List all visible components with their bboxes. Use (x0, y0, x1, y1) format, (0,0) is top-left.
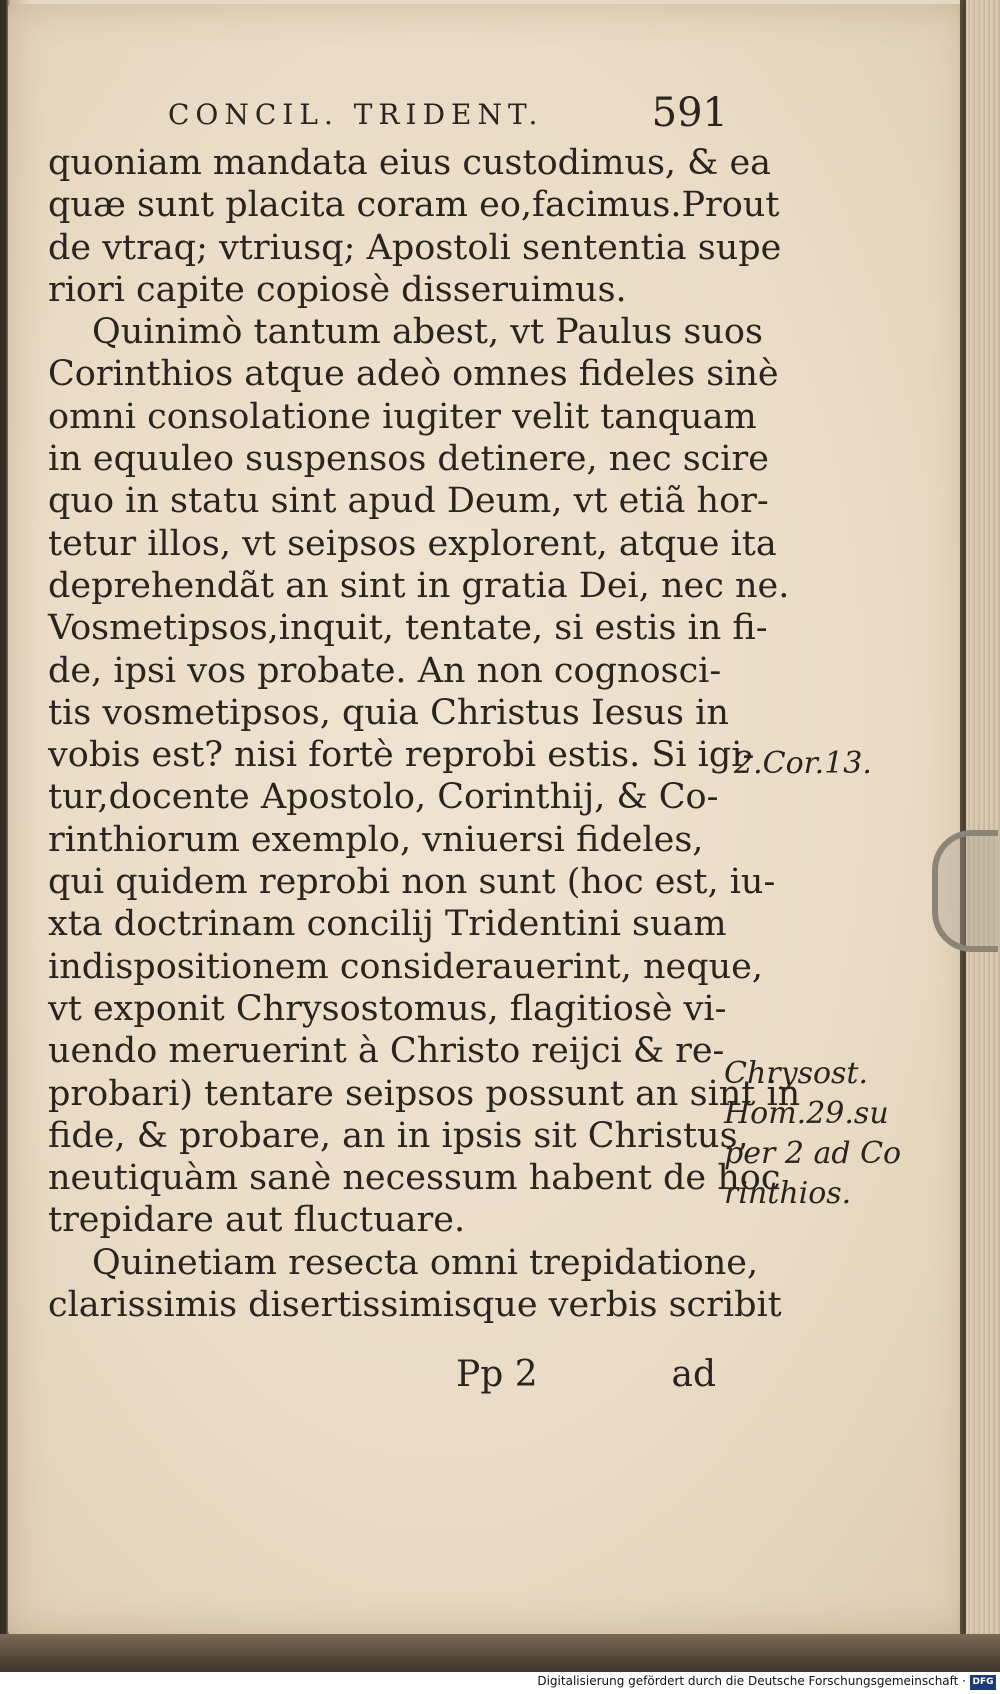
text-line: tis vosmetipsos, quia Christus Iesus in (48, 692, 729, 733)
signature-mark: Pp 2 (456, 1354, 538, 1395)
text-line: neutiquàm sanè necessum habent de hoc (48, 1158, 781, 1199)
text-line: vobis est? nisi fortè reprobi estis. Si igi- (48, 735, 755, 776)
body-text (48, 142, 801, 1326)
book-bottom-edge (0, 1634, 1000, 1672)
text-line: uendo meruerint à Christo reijci & re- (48, 1031, 725, 1072)
dfg-logo-icon: DFG (970, 1675, 996, 1690)
text-line: tetur illos, vt seipsos explorent, atque ita (48, 523, 777, 564)
text-line: de vtraq; vtriusq; Apostoli sententia supe (48, 227, 782, 268)
text-line: probari) tentare seipsos possunt an sint in (48, 1073, 801, 1114)
text-line: deprehendãt an sint in gratia Dei, nec ne. (48, 565, 790, 606)
page-header (168, 90, 728, 140)
text-line: indispositionem considerauerint, neque, (48, 946, 763, 987)
text-line: Quinetiam resecta omni trepidatione, (92, 1242, 759, 1283)
clasp-icon (932, 830, 998, 952)
text-line: rinthiorum exemplo, vniuersi fideles, (48, 819, 704, 860)
text-line: clarissimis disertissimisque verbis scribit (48, 1285, 782, 1326)
margin-note-line: Hom.29.su (724, 1096, 889, 1131)
book-page (8, 4, 970, 1634)
running-title: CONCIL. TRIDENT. (168, 98, 544, 131)
margin-note-corinthians (734, 744, 872, 784)
text-line: Vosmetipsos,inquit, tentate, si estis in fi- (48, 608, 768, 649)
text-line: Corinthios atque adeò omnes fideles sinè (48, 354, 779, 395)
text-line: qui quidem reprobi non sunt (hoc est, iu- (48, 862, 776, 903)
text-line: tur,docente Apostolo, Corinthij, & Co- (48, 777, 719, 818)
text-line: quæ sunt placita coram eo,facimus.Prout (48, 185, 780, 226)
margin-note-line: per 2 ad Co (724, 1136, 902, 1171)
margin-note-chrysostom (724, 1054, 901, 1214)
text-line: Quinimò tantum abest, vt Paulus suos (92, 312, 763, 353)
footer-bar (0, 1672, 1000, 1694)
catchline (456, 1354, 716, 1400)
catchword: ad (671, 1354, 716, 1395)
text-line: xta doctrinam concilij Tridentini suam (48, 904, 727, 945)
text-line: vt exponit Chrysostomus, flagitiosè vi- (48, 988, 727, 1029)
margin-note-line: rinthios. (724, 1176, 852, 1211)
text-line: riori capite copiosè disseruimus. (48, 269, 627, 310)
text-line: de, ipsi vos probate. An non cognosci- (48, 650, 722, 691)
margin-note-line: Chrysost. (724, 1056, 869, 1091)
margin-note-line: 2.Cor.13. (734, 746, 872, 781)
text-line: quoniam mandata eius custodimus, & ea (48, 143, 772, 183)
page-block-edge (966, 0, 1000, 1650)
footer-credit: Digitalisierung gefördert durch die Deutsche Forschungsgemeinschaft · (537, 1674, 966, 1688)
text-line: trepidare aut fluctuare. (48, 1200, 466, 1241)
text-line: in equuleo suspensos detinere, nec scire (48, 439, 769, 480)
page-number: 591 (651, 90, 728, 136)
text-line: omni consolatione iugiter velit tanquam (48, 396, 757, 437)
text-line: fide, & probare, an in ipsis sit Christus, (48, 1115, 749, 1156)
text-line: quo in statu sint apud Deum, vt etiã hor- (48, 481, 769, 522)
